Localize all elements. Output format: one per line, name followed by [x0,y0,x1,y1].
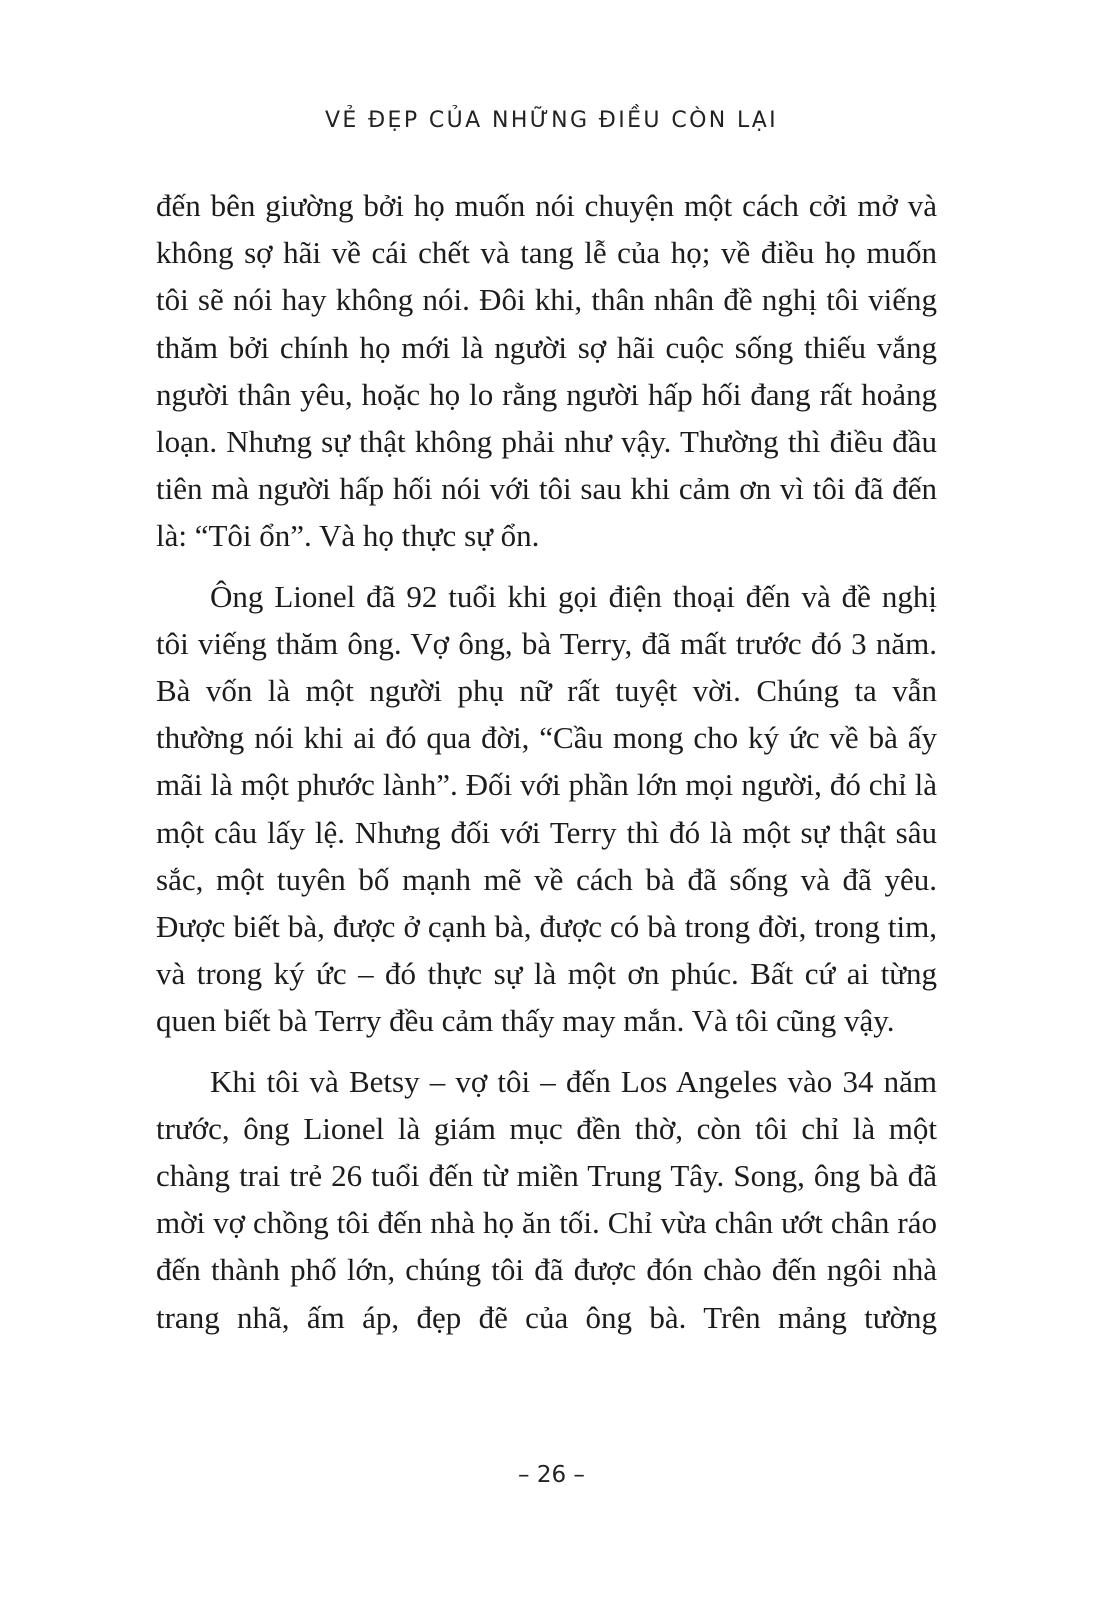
paragraph-continued: đến bên giường bởi họ muốn nói chuyện một cách cởi mở và không sợ hãi về cái chết và tang lễ của họ; về điều họ muốn tôi sẽ nói hay không nói. Đôi khi, thân nhân đề nghị tôi viếng thăm bởi chính họ mới là người sợ hãi cuộc sống thiếu vắng người thân yêu, hoặc họ lo rằng người hấp hối đang rất hoảng loạn. Nhưng sự thật không phải như vậy. Thường thì điều đầu tiên mà người hấp hối nói với tôi sau khi cảm ơn vì tôi đã đến là: “Tôi ổn”. Và họ thực sự ổn. [156,188,937,554]
paragraph-los-angeles: Khi tôi và Betsy – vợ tôi – đến Los Angeles vào 34 năm trước, ông Lionel là giám mục đền thờ, còn tôi chỉ là một chàng trai trẻ 26 tuổi đến từ miền Trung Tây. Song, ông bà đã mời vợ chồng tôi đến nhà họ ăn tối. Chỉ vừa chân ướt chân ráo đến thành phố lớn, chúng tôi đã được đón chào đến ngôi nhà trang nhã, ấm áp, đẹp đẽ của ông bà. Trên mảng tường [156,1063,937,1335]
running-header-title: VẺ ĐẸP CỦA NHỮNG ĐIỀU CÒN LẠI [324,108,779,133]
body-text [156,182,937,1354]
paragraph-lionel-terry: Ông Lionel đã 92 tuổi khi gọi điện thoại đến và đề nghị tôi viếng thăm ông. Vợ ông, bà Terry, đã mất trước đó 3 năm. Bà vốn là một người phụ nữ rất tuyệt vời. Chúng ta vẫn thường nói khi ai đó qua đời, “Cầu mong cho ký ức về bà ấy mãi là một phước lành”. Đối với phần lớn mọi người, đó chỉ là một câu lấy lệ. Nhưng đối với Terry thì đó là một sự thật sâu sắc, một tuyên bố mạnh mẽ về cách bà đã sống và đã yêu. Được biết bà, được ở cạnh bà, được có bà trong đời, trong tim, và trong ký ức – đó thực sự là một ơn phúc. Bất cứ ai từng quen biết bà Terry đều cảm thấy may mắn. Và tôi cũng vậy. [156,578,937,1039]
page-number: – 26 – [518,1462,585,1488]
